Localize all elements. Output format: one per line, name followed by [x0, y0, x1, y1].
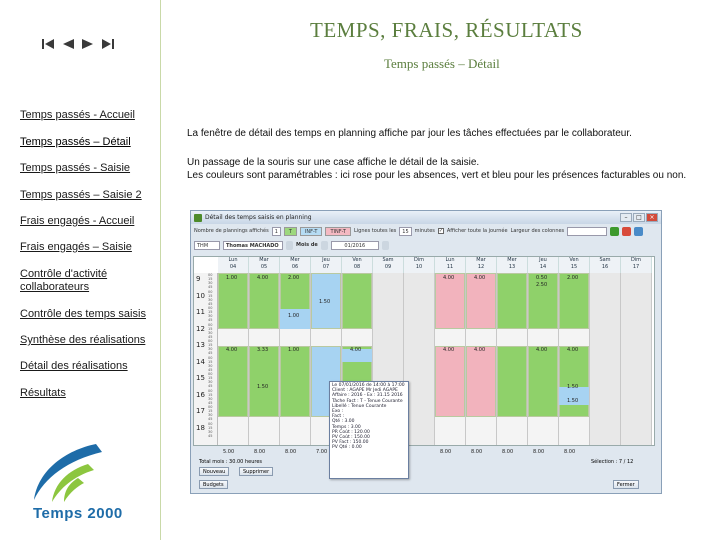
minute-label: 30 [208, 347, 213, 351]
tooltip-line: Affaire : 2016 - Ex : 31.15 2016 [332, 393, 403, 399]
sidebar-item-temps-saisie-2[interactable]: Temps passés – Saisie 2 [20, 189, 142, 201]
minute-label: 15 [208, 326, 213, 331]
morning-block[interactable] [497, 273, 527, 329]
settings-icon[interactable] [634, 227, 643, 236]
minute-label: 30 [208, 429, 213, 434]
sidebar-item-detail-realisations[interactable]: Détail des réalisations [20, 360, 128, 372]
window-controls [620, 213, 658, 222]
minute-label: 00 [208, 388, 213, 393]
tooltip-line: Tâche Fact : T - Tenue Courante [332, 398, 403, 404]
column-width-slider[interactable] [567, 227, 607, 236]
entry-tooltip [329, 381, 409, 479]
monthly-total: Total mois : 30.00 heures [199, 459, 262, 465]
midday-value: 1.50 [319, 299, 331, 306]
afternoon-value: 4.00 [443, 347, 455, 354]
tooltip-line: Libellé : Tenue Courante [332, 403, 387, 409]
tooltip-line: Le 07/01/2016 de 14:00 à 17:00 [332, 383, 405, 388]
day-column[interactable] [559, 273, 590, 446]
minute-label: 00 [208, 273, 213, 277]
day-number: 05 [260, 264, 268, 270]
tooltip-line: PR Coût : 120.00 [332, 429, 370, 435]
minute-label: 00 [208, 372, 213, 376]
minute-label: 45 [208, 433, 213, 438]
day-header [218, 257, 249, 273]
full-day-label: Afficher toute la journée [446, 228, 508, 234]
day-name: Mer [290, 257, 300, 263]
sidebar-item-temps-accueil[interactable]: Temps passés - Accueil [20, 109, 135, 121]
day-number: 04 [229, 264, 237, 270]
hour-label: 16 [196, 390, 205, 399]
sidebar-item-controle-temps[interactable]: Contrôle des temps saisis [20, 308, 146, 320]
daily-total: 8.00 [533, 449, 545, 455]
budgets-button[interactable]: Budgets [199, 480, 228, 489]
sidebar-item-temps-saisie[interactable]: Temps passés - Saisie [20, 162, 131, 174]
planning-count-label: Nombre de plannings affichés [194, 228, 269, 234]
minute-label: 45 [208, 318, 213, 322]
minute-label: 00 [208, 289, 213, 294]
tooltip-line: PV Coût : 150.00 [332, 435, 370, 441]
day-header [590, 257, 621, 273]
chip-t[interactable]: T [284, 227, 297, 236]
day-header [466, 257, 497, 273]
minimize-button[interactable]: – [620, 213, 632, 222]
description-paragraph-2 [187, 156, 697, 182]
sidebar-divider [160, 0, 161, 540]
minute-label: 00 [208, 355, 213, 360]
minute-label: 30 [208, 413, 213, 417]
day-column[interactable] [621, 273, 652, 446]
afternoon-value: 4.00 [350, 347, 362, 354]
tooltip-line: Fact : [332, 414, 345, 420]
late-value: 1.50 [257, 383, 269, 390]
toolbar-collaborator [191, 238, 661, 252]
hour-label: 13 [196, 341, 205, 349]
planning-count-select[interactable]: 1 [272, 227, 281, 236]
afternoon-value: 3.33 [257, 347, 269, 354]
maximize-button[interactable]: □ [633, 213, 645, 222]
minute-label: 45 [208, 384, 213, 388]
sidebar-item-frais-saisie[interactable]: Frais engagés – Saisie [20, 241, 132, 253]
action-bar [193, 467, 655, 479]
new-button[interactable]: Nouveau [199, 467, 229, 476]
day-name: Mar [259, 257, 269, 263]
minute-label: 45 [208, 417, 213, 421]
sidebar-item-controle-activite[interactable]: Contrôle d'activité collaborateurs [20, 268, 108, 293]
day-number: 17 [632, 264, 640, 270]
hour-label: 17 [196, 407, 205, 415]
minute-label: 45 [208, 351, 213, 355]
close-button[interactable]: Fermer [613, 480, 639, 489]
chip-tinf-t[interactable]: TINF-T [325, 227, 351, 236]
daily-total: 5.00 [223, 449, 235, 455]
collaborator-code-select[interactable]: THM [194, 241, 220, 250]
hour-label: 9 [196, 275, 201, 283]
morning-value: 2.00 [288, 275, 300, 282]
day-number: 15 [570, 264, 578, 270]
grid-status-bar [193, 457, 655, 467]
minute-label: 15 [208, 277, 213, 281]
hour-column [194, 273, 218, 446]
afternoon-value: 1.00 [288, 347, 300, 354]
minute-label: 00 [208, 421, 213, 426]
next-month-button[interactable] [382, 241, 389, 250]
morning-value: 4.00 [443, 275, 455, 282]
day-column[interactable] [249, 273, 280, 446]
last-icon[interactable] [100, 36, 116, 52]
day-name: Lun [445, 257, 455, 263]
morning-value: 1.00 [226, 275, 238, 282]
day-name: Dim [630, 257, 642, 263]
slide-navigation [40, 36, 116, 52]
first-icon[interactable] [40, 36, 56, 52]
day-column[interactable] [280, 273, 311, 446]
tooltip-line: Temps : 3.00 [332, 424, 361, 430]
day-number: 09 [384, 264, 392, 270]
minute-label: 45 [208, 301, 213, 306]
chip-inf-t[interactable]: INF-T [300, 227, 323, 236]
minute-label: 30 [208, 363, 213, 368]
minutes-label: minutes [414, 228, 435, 234]
minute-label: 30 [208, 380, 213, 384]
month-input[interactable]: 01/2016 [331, 241, 379, 250]
late-value: 1.50 [567, 383, 579, 390]
sidebar-item-frais-accueil[interactable]: Frais engagés - Accueil [20, 215, 135, 227]
daily-totals-row [193, 447, 655, 457]
description-paragraph-1: La fenêtre de détail des temps en planning affiche par jour les tâches effectuées par le collaborateur. [187, 128, 632, 139]
midday-value: 1.00 [288, 312, 300, 319]
column-width-label: Largeur des colonnes [510, 228, 565, 234]
day-column[interactable] [528, 273, 559, 446]
minute-label: 30 [208, 297, 213, 302]
sidebar-item-synthese[interactable]: Synthèse des réalisations [20, 334, 146, 346]
day-number: 08 [353, 264, 361, 270]
afternoon-block[interactable] [218, 346, 248, 417]
prev-month-button[interactable] [321, 241, 328, 250]
next-icon[interactable] [80, 36, 96, 52]
day-name: Dim [413, 257, 425, 263]
minute-label: 15 [208, 392, 213, 397]
morning-value: 4.00 [257, 275, 269, 282]
afternoon-block[interactable] [280, 346, 310, 417]
hour-label: 18 [196, 423, 205, 432]
delete-button[interactable]: Supprimer [239, 467, 273, 476]
add-icon[interactable] [610, 227, 619, 236]
minute-label: 00 [208, 405, 213, 409]
daily-total: 8.00 [254, 449, 266, 455]
minute-label: 30 [208, 281, 213, 285]
tooltip-line: Client : AGAPE Mr Jedi AGAPE [332, 388, 398, 394]
daily-total: 7.00 [316, 449, 328, 455]
daily-total: 8.00 [502, 449, 514, 455]
bottom-bar [193, 480, 655, 492]
close-window-button[interactable]: × [646, 213, 658, 222]
previous-icon[interactable] [60, 36, 76, 52]
sidebar-item-resultats[interactable]: Résultats [20, 387, 66, 399]
lines-label: Lignes toutes les [353, 228, 397, 234]
morning-value: 2.00 [567, 275, 579, 282]
afternoon-value: 4.00 [226, 347, 238, 354]
logo-text: Temps 2000 [33, 505, 123, 522]
prev-month-icon[interactable] [286, 241, 293, 250]
day-number: 16 [601, 264, 609, 270]
window-title: Détail des temps saisis en planning [205, 214, 312, 221]
afternoon-value: 4.00 [567, 347, 579, 354]
hour-label: 10 [196, 291, 205, 300]
day-number: 13 [508, 264, 516, 270]
day-column[interactable] [590, 273, 621, 446]
minute-label: 15 [208, 376, 213, 380]
afternoon-value: 4.00 [474, 347, 486, 354]
day-number: 12 [477, 264, 485, 270]
day-name: Lun [228, 257, 238, 263]
day-header [342, 257, 373, 273]
day-name: Mar [476, 257, 486, 263]
daily-total: 8.00 [471, 449, 483, 455]
daily-total: 8.00 [440, 449, 452, 455]
minute-label: 00 [208, 322, 213, 327]
minute-label: 45 [208, 334, 213, 339]
sidebar [0, 0, 162, 540]
day-header [497, 257, 528, 273]
day-name: Jeu [322, 257, 330, 263]
day-name: Ven [569, 257, 579, 263]
afternoon-value: 4.00 [536, 347, 548, 354]
tooltip-line: Qté : 3.00 [332, 419, 355, 425]
minute-label: 45 [208, 367, 213, 372]
tooltip-line: PV Qté : 0.00 [332, 445, 362, 451]
day-column[interactable] [466, 273, 497, 446]
selection-count: Sélection : 7 / 12 [591, 459, 634, 465]
day-header [249, 257, 280, 273]
month-label: Mois de [296, 242, 318, 248]
planning-grid[interactable] [193, 256, 655, 446]
page-subtitle: Temps passés – Détail [384, 56, 500, 71]
minute-label: 00 [208, 339, 213, 343]
minute-label: 15 [208, 409, 213, 413]
window-titlebar [191, 211, 661, 224]
day-number: 07 [322, 264, 330, 270]
minute-label: 30 [208, 330, 213, 335]
morning-value-2: 2.50 [536, 282, 548, 289]
lines-select[interactable]: 15 [399, 227, 411, 236]
day-header [559, 257, 590, 273]
sidebar-item-temps-detail[interactable]: Temps passés – Détail [20, 136, 131, 148]
day-name: Sam [599, 257, 611, 263]
minute-label: 15 [208, 343, 213, 347]
day-header [311, 257, 342, 273]
minute-label: 30 [208, 314, 213, 318]
description-line-2: Les couleurs sont paramétrables : ici rose pour les absences, vert et bleu pour les présences facturables ou non. [187, 170, 687, 181]
day-header [373, 257, 404, 273]
day-name: Mer [507, 257, 517, 263]
day-header [404, 257, 435, 273]
minute-label: 45 [208, 400, 213, 405]
day-header [435, 257, 466, 273]
remove-icon[interactable] [622, 227, 631, 236]
hour-label: 14 [196, 357, 205, 366]
afternoon-block[interactable] [528, 346, 558, 417]
day-header [621, 257, 652, 273]
minute-label: 15 [208, 293, 213, 298]
day-header [528, 257, 559, 273]
day-column[interactable] [218, 273, 249, 446]
morning-block[interactable] [342, 273, 372, 329]
day-name: Sam [382, 257, 394, 263]
description-line-1: Un passage de la souris sur une case affiche le détail de la saisie. [187, 157, 480, 168]
minute-label: 30 [208, 396, 213, 401]
app-icon [194, 214, 202, 222]
minute-label: 00 [208, 306, 213, 310]
minute-label: 15 [208, 359, 213, 364]
minute-label: 15 [208, 310, 213, 314]
afternoon-block[interactable] [435, 346, 465, 417]
day-column[interactable] [435, 273, 466, 446]
day-name: Ven [352, 257, 362, 263]
day-number: 14 [539, 264, 547, 270]
day-number: 11 [446, 264, 454, 270]
minute-label: 15 [208, 425, 213, 430]
afternoon-block[interactable] [249, 346, 279, 417]
day-header [280, 257, 311, 273]
day-name: Jeu [539, 257, 547, 263]
collaborator-name: Thomas MACHADO [223, 241, 283, 250]
full-day-checkbox[interactable]: ✓ [438, 228, 444, 234]
page-title: TEMPS, FRAIS, RÉSULTATS [310, 18, 583, 42]
tooltip-line: Exo : [332, 409, 344, 415]
hour-label: 11 [196, 308, 205, 316]
planning-window [190, 210, 662, 494]
day-number: 06 [291, 264, 299, 270]
hour-label: 12 [196, 324, 205, 333]
afternoon-block[interactable] [466, 346, 496, 417]
day-column[interactable] [497, 273, 528, 446]
day-number: 10 [415, 264, 423, 270]
minute-label: 45 [208, 285, 213, 289]
tooltip-line: PV Fact : 150.00 [332, 440, 369, 446]
daily-total: 8.00 [285, 449, 297, 455]
morning-value: 4.00 [474, 275, 486, 282]
extra-value: 1.50 [567, 398, 579, 405]
afternoon-block[interactable] [559, 346, 589, 417]
hour-label: 15 [196, 374, 205, 382]
morning-value: 0.50 [536, 275, 548, 282]
daily-total: 8.00 [564, 449, 576, 455]
toolbar-options [191, 224, 661, 238]
afternoon-block[interactable] [497, 346, 527, 417]
